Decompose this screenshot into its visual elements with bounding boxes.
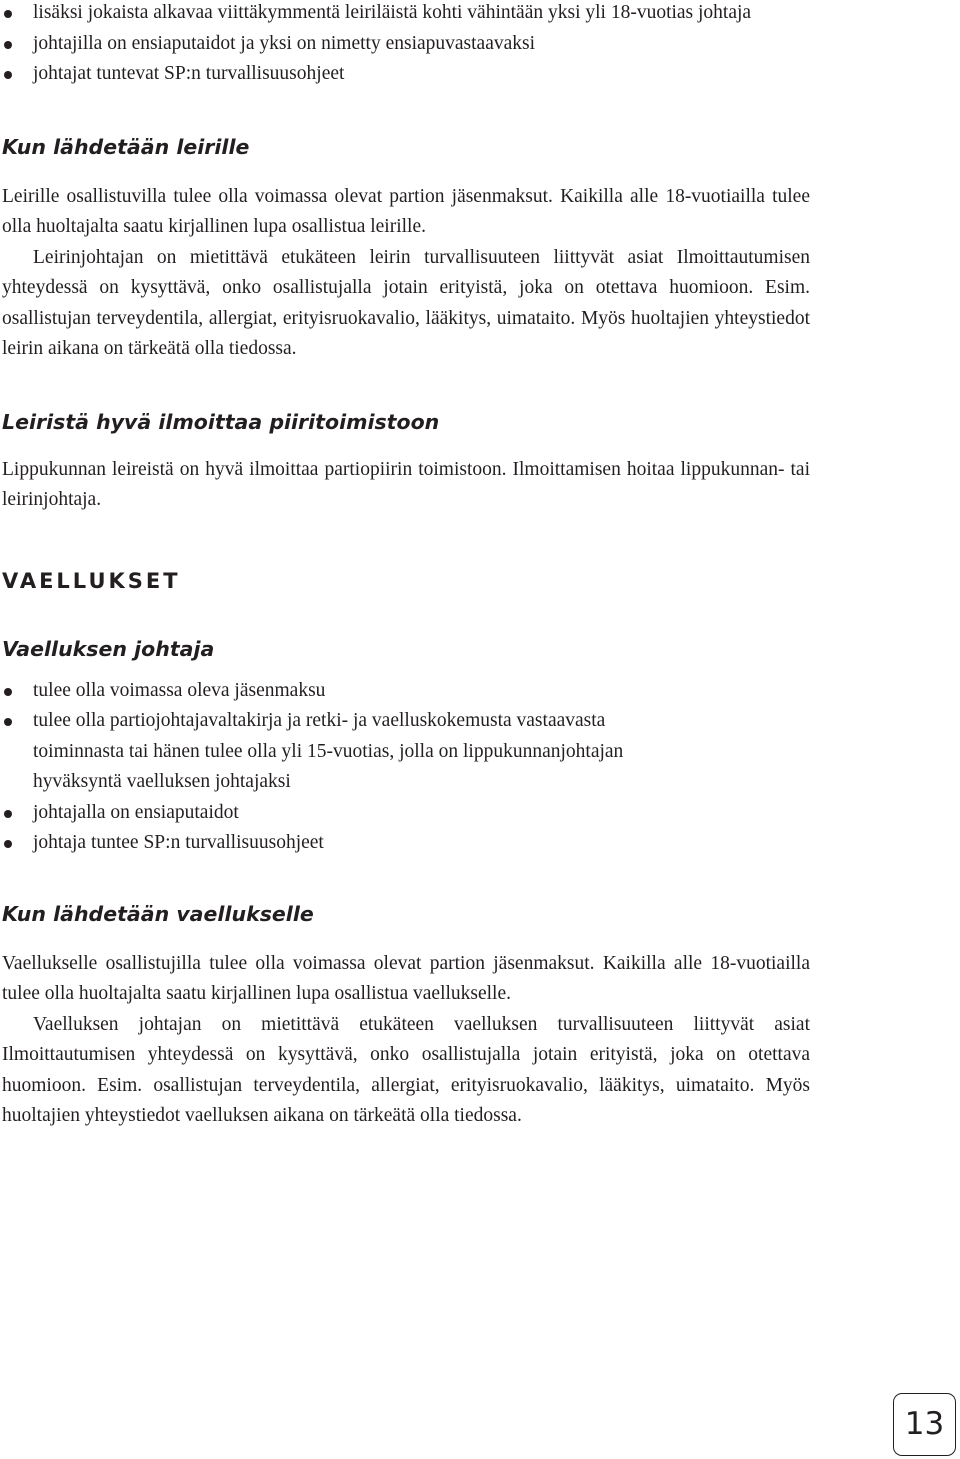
page-number-box: 13 (893, 1393, 956, 1456)
list-item: tulee olla voimassa oleva jäsenmaksu (2, 676, 810, 707)
requirements-list (2, 0, 810, 90)
hike-paragraph-1: Vaellukselle osallistujilla tulee olla voimassa olevat partion jäsenmaksut. Kaikilla alle 18-vuotiailla tulee olla huoltajalta saatu kirjallinen lupa osallistua vaellukselle. (2, 952, 810, 1004)
list-item: tulee olla partiojohtajavaltakirja ja retki- ja vaelluskokemusta vastaavasta toiminnasta tai hänen tulee olla yli 15-vuotias, jolla on lippukunnanjohtajan hyväksyntä vaelluksen johtajaksi (2, 706, 810, 798)
notify-paragraph: Lippukunnan leireistä on hyvä ilmoittaa partiopiirin toimistoon. Ilmoittamisen hoitaa lippukunnan- tai leirinjohtaja. (2, 458, 810, 510)
list-item: johtaja tuntee SP:n turvallisuusohjeet (2, 828, 810, 859)
list-item: lisäksi jokaista alkavaa viittäkymmentä leiriläistä kohti vähintään yksi yli 18-vuotias johtaja (2, 0, 810, 29)
section-title-hikes: VAELLUKSET (2, 568, 181, 593)
heading-notify-district-office: Leiristä hyvä ilmoittaa piiritoimistoon (2, 409, 440, 434)
heading-leaving-for-camp: Kun lähdetään leirille (2, 134, 250, 159)
list-item: johtajalla on ensiaputaidot (2, 798, 810, 829)
heading-leaving-for-hike: Kun lähdetään vaellukselle (2, 901, 314, 926)
camp-paragraph-2: Leirinjohtajan on mietittävä etukäteen leirin turvallisuuteen liittyvät asiat Ilmoittautumisen yhteydessä on kysyttävä, onko osallistujalla jotain erityistä, joka on otettava huomioon. Esim. osallistujan terveydentila, allergiat, erityisruokavalio, lääkitys, uimataito. Myös huoltajien yhteystiedot leirin aikana on tärkeätä olla tiedossa. (2, 246, 810, 359)
list-item: johtajilla on ensiaputaidot ja yksi on nimetty ensiapuvastaavaksi (2, 29, 810, 60)
page-content (2, 0, 810, 1132)
heading-hike-leader: Vaelluksen johtaja (2, 636, 215, 661)
list-item: johtajat tuntevat SP:n turvallisuusohjeet (2, 59, 810, 90)
hike-paragraph-2: Vaelluksen johtajan on mietittävä etukäteen vaelluksen turvallisuuteen liittyvät asiat Ilmoittautumisen yhteydessä on kysyttävä, onko osallistujalla jotain erityistä, joka on otettava huomioon. Esim. osallistujan terveydentila, allergiat, erityisruokavalio, lääkitys, uimataito. Myös huoltajien yhteystiedot vaelluksen aikana on tärkeätä olla tiedossa. (2, 1013, 810, 1126)
camp-paragraph-1: Leirille osallistuvilla tulee olla voimassa olevat partion jäsenmaksut. Kaikilla alle 18-vuotiailla tulee olla huoltajalta saatu kirjallinen lupa osallistua leirille. (2, 185, 810, 237)
hike-leader-requirements (2, 676, 810, 859)
